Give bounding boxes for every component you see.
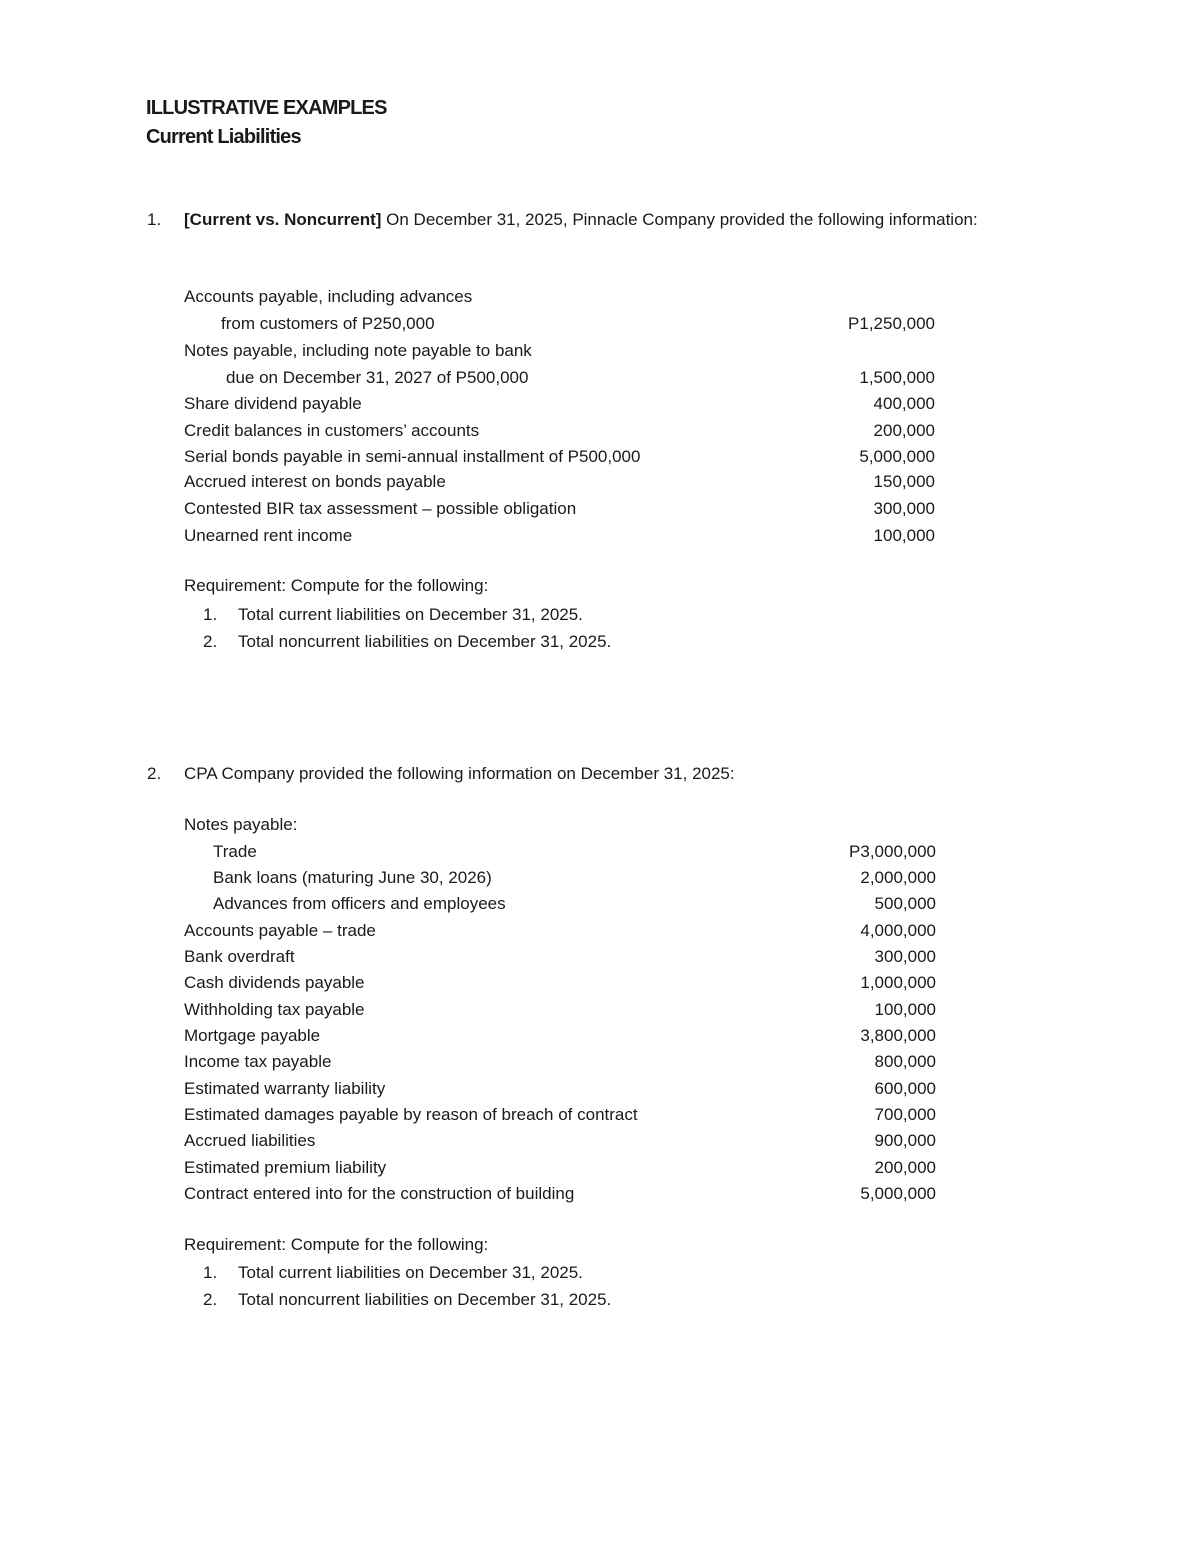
problem-1-number: 1. <box>147 210 162 229</box>
line-item-amount: 2,000,000 <box>860 868 936 887</box>
line-item-label: Estimated damages payable by reason of breach of contract <box>184 1105 638 1124</box>
line-item-amount: 5,000,000 <box>859 447 935 466</box>
line-item-label: Mortgage payable <box>184 1026 321 1045</box>
line-item-amount: 5,000,000 <box>860 1184 936 1203</box>
line-item-label: Estimated premium liability <box>184 1158 387 1177</box>
line-item-label: Unearned rent income <box>184 526 353 545</box>
line-item-label: Accounts payable – trade <box>184 921 376 940</box>
line-item-amount: 100,000 <box>874 1000 936 1019</box>
line-item-label: Withholding tax payable <box>184 1000 365 1019</box>
line-item-label: Estimated warranty liability <box>184 1079 386 1098</box>
task-text: Total current liabilities on December 31, 2025. <box>238 1263 583 1282</box>
line-item-label: Accrued liabilities <box>184 1131 316 1150</box>
requirement-heading: Requirement: Compute for the following: <box>184 1235 489 1254</box>
line-item-amount: 1,000,000 <box>860 973 936 992</box>
line-item-label: Contested BIR tax assessment – possible obligation <box>184 499 577 518</box>
problem-2-intro: CPA Company provided the following information on December 31, 2025: <box>184 764 735 783</box>
line-item-label: Bank loans (maturing June 30, 2026) <box>213 868 492 887</box>
line-item-label: Trade <box>213 842 257 861</box>
line-item-amount: 300,000 <box>874 947 936 966</box>
line-item-amount: 400,000 <box>873 394 935 413</box>
line-item-amount: 600,000 <box>874 1079 936 1098</box>
line-item-amount: 500,000 <box>874 894 936 913</box>
line-item-label: Income tax payable <box>184 1052 332 1071</box>
line-item-amount: 900,000 <box>874 1131 936 1150</box>
line-item-label: Notes payable, including note payable to bank <box>184 341 532 360</box>
line-item-amount: 3,800,000 <box>860 1026 936 1045</box>
line-item-amount: 700,000 <box>874 1105 936 1124</box>
line-item-label: Accounts payable, including advances <box>184 287 473 306</box>
document-subtitle: Current Liabilities <box>146 126 301 148</box>
line-item-label: Contract entered into for the construction of building <box>184 1184 575 1203</box>
line-item-label: from customers of P250,000 <box>221 314 435 333</box>
line-item-label: due on December 31, 2027 of P500,000 <box>226 368 529 387</box>
line-item-label: Cash dividends payable <box>184 973 365 992</box>
line-item-amount: P3,000,000 <box>849 842 936 861</box>
line-item-amount: P1,250,000 <box>848 314 935 333</box>
document-title: ILLUSTRATIVE EXAMPLES <box>146 97 387 119</box>
line-item-amount: 1,500,000 <box>859 368 935 387</box>
line-item-amount: 200,000 <box>873 421 935 440</box>
line-item-label: Accrued interest on bonds payable <box>184 472 446 491</box>
line-item-label: Share dividend payable <box>184 394 362 413</box>
task-number: 1. <box>203 1263 218 1282</box>
problem-1-intro-text: On December 31, 2025, Pinnacle Company provided the following information: <box>386 210 978 229</box>
task-number: 1. <box>203 605 218 624</box>
line-item-amount: 150,000 <box>873 472 935 491</box>
line-item-label: Advances from officers and employees <box>213 894 506 913</box>
line-item-amount: 800,000 <box>874 1052 936 1071</box>
problem-1-intro <box>184 206 1060 233</box>
task-text: Total noncurrent liabilities on December 31, 2025. <box>238 632 612 651</box>
line-item-amount: 100,000 <box>873 526 935 545</box>
task-text: Total noncurrent liabilities on December 31, 2025. <box>238 1290 612 1309</box>
line-item-amount: 4,000,000 <box>860 921 936 940</box>
line-item-label: Bank overdraft <box>184 947 295 966</box>
line-item-label: Notes payable: <box>184 815 298 834</box>
task-text: Total current liabilities on December 31, 2025. <box>238 605 583 624</box>
line-item-label: Credit balances in customers’ accounts <box>184 421 480 440</box>
line-item-amount: 300,000 <box>873 499 935 518</box>
line-item-amount: 200,000 <box>874 1158 936 1177</box>
problem-2-number: 2. <box>147 764 162 783</box>
requirement-heading: Requirement: Compute for the following: <box>184 576 489 595</box>
task-number: 2. <box>203 632 218 651</box>
task-number: 2. <box>203 1290 218 1309</box>
line-item-label: Serial bonds payable in semi-annual installment of P500,000 <box>184 447 641 466</box>
problem-1-tag: [Current vs. Noncurrent] <box>184 210 382 229</box>
